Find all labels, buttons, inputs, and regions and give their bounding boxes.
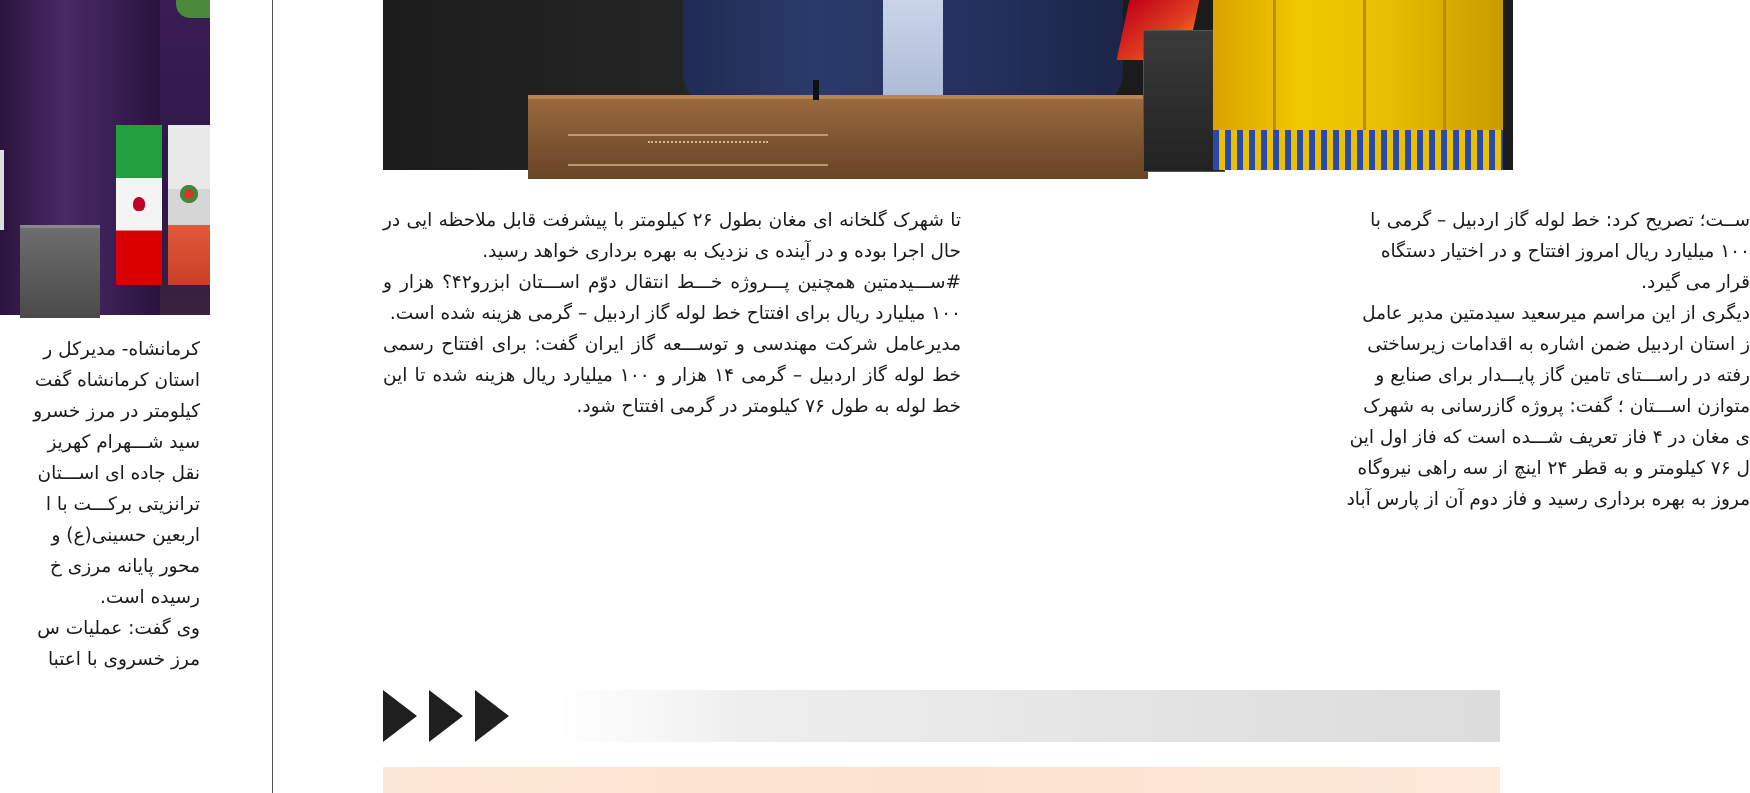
left-article-photo bbox=[0, 0, 210, 315]
flag-fringe bbox=[1213, 130, 1503, 170]
right-line: مروز به بهره برداری رسید و فاز دوم آن از پارس آباد bbox=[1346, 489, 1750, 510]
left-article-text bbox=[0, 334, 262, 793]
podium-stand bbox=[20, 225, 100, 318]
arrow-right-icon bbox=[429, 690, 463, 742]
left-line: کیلومتر در مرز خسرو bbox=[33, 401, 200, 422]
middle-text-column bbox=[383, 205, 961, 685]
paragraph: تا شهرک گلخانه ای مغان بطول ۲۶ کیلومتر با پیشرفت قابل ملاحظه ایی در حال اجرا بوده و در آینده ی نزدیک به بهره برداری خواهد رسید. bbox=[383, 210, 961, 262]
left-line: مرز خسروی با اعتبا bbox=[47, 649, 200, 670]
main-article-photo bbox=[383, 0, 1513, 170]
left-line: نقل جاده ای اســـتان bbox=[37, 463, 200, 484]
left-line: اربعین حسینی(ع) و bbox=[51, 525, 200, 546]
right-line: ۱۰۰ میلیارد ریال امروز افتتاح و در اختیار دستگاه bbox=[1380, 241, 1750, 262]
left-line: سید شـــهرام کهریز bbox=[47, 432, 200, 453]
left-line: کرمانشاه- مدیرکل ر bbox=[43, 339, 200, 360]
next-section-band bbox=[383, 767, 1500, 793]
flag-fold bbox=[1443, 0, 1446, 130]
right-line: ســت؛ تصریح کرد: خط لوله گاز اردبیل – گرمی با bbox=[1370, 210, 1750, 231]
right-line: رفته در راســـتای تامین گاز پایـــدار برای صنایع و bbox=[1375, 365, 1750, 386]
flag-fold bbox=[1273, 0, 1276, 130]
right-line: متوازن اســـتان ؛ گفت: پروژه گازرسانی به شهرک bbox=[1363, 396, 1750, 417]
paragraph: مدیرعامل شرکت مهندسی و توســـعه گاز ایران گفت: برای افتتاح رسمی خط لوله گاز اردبیل – گرمی ۱۴ هزار و ۱۰۰ میلیارد ریال هزینه شده تا این خط لوله به طول ۷۶ کیلومتر در گرمی افتتاح شود. bbox=[383, 334, 961, 417]
arrow-group bbox=[383, 690, 523, 742]
left-line: ترانزیتی برکـــت با ا bbox=[45, 494, 200, 515]
iran-flag bbox=[116, 125, 162, 285]
column-divider bbox=[272, 0, 273, 793]
paragraph: #ســـیدمتین همچنین پـــروژه خـــط انتقال دوّم اســـتان ابزرو۴۲؟ هزار و ۱۰۰ میلیارد ریال برای افتتاح خط لوله گاز اردبیل – گرمی هزینه شده است. bbox=[383, 272, 961, 324]
left-line: وی گفت: عملیات س bbox=[37, 618, 200, 639]
right-text-column bbox=[985, 205, 1750, 685]
organization-flag bbox=[168, 125, 210, 285]
right-line: قرار می گیرد. bbox=[1641, 272, 1750, 293]
right-line: دیگری از این مراسم میرسعید سیدمتین مدیر عامل bbox=[1362, 303, 1750, 324]
flag-strip bbox=[168, 225, 210, 285]
right-line: ل ۷۶ کیلومتر و به قطر ۲۴ اینچ از سه راهی نیروگاه bbox=[1357, 458, 1750, 479]
podium-carving bbox=[648, 141, 768, 155]
logo-icon bbox=[180, 185, 198, 203]
mic-pole bbox=[0, 150, 4, 230]
arrow-right-icon bbox=[383, 690, 417, 742]
arrow-right-icon bbox=[475, 690, 509, 742]
right-line: ی مغان در ۴ فاز تعریف شـــده است که فاز اول این bbox=[1349, 427, 1750, 448]
flag-fold bbox=[1363, 0, 1366, 130]
microphone-icon bbox=[813, 80, 819, 100]
wooden-podium bbox=[528, 95, 1148, 179]
section-band bbox=[560, 690, 1500, 742]
left-line: استان کرمانشاه گفت bbox=[34, 370, 200, 391]
emblem-icon bbox=[133, 197, 145, 211]
corner-badge bbox=[176, 0, 210, 18]
left-line: رسیده است. bbox=[100, 587, 200, 608]
left-line: محور پایانه مرزی خ bbox=[49, 556, 200, 577]
right-line: ز استان اردبیل ضمن اشاره به اقدامات زیرساختی bbox=[1367, 334, 1750, 355]
